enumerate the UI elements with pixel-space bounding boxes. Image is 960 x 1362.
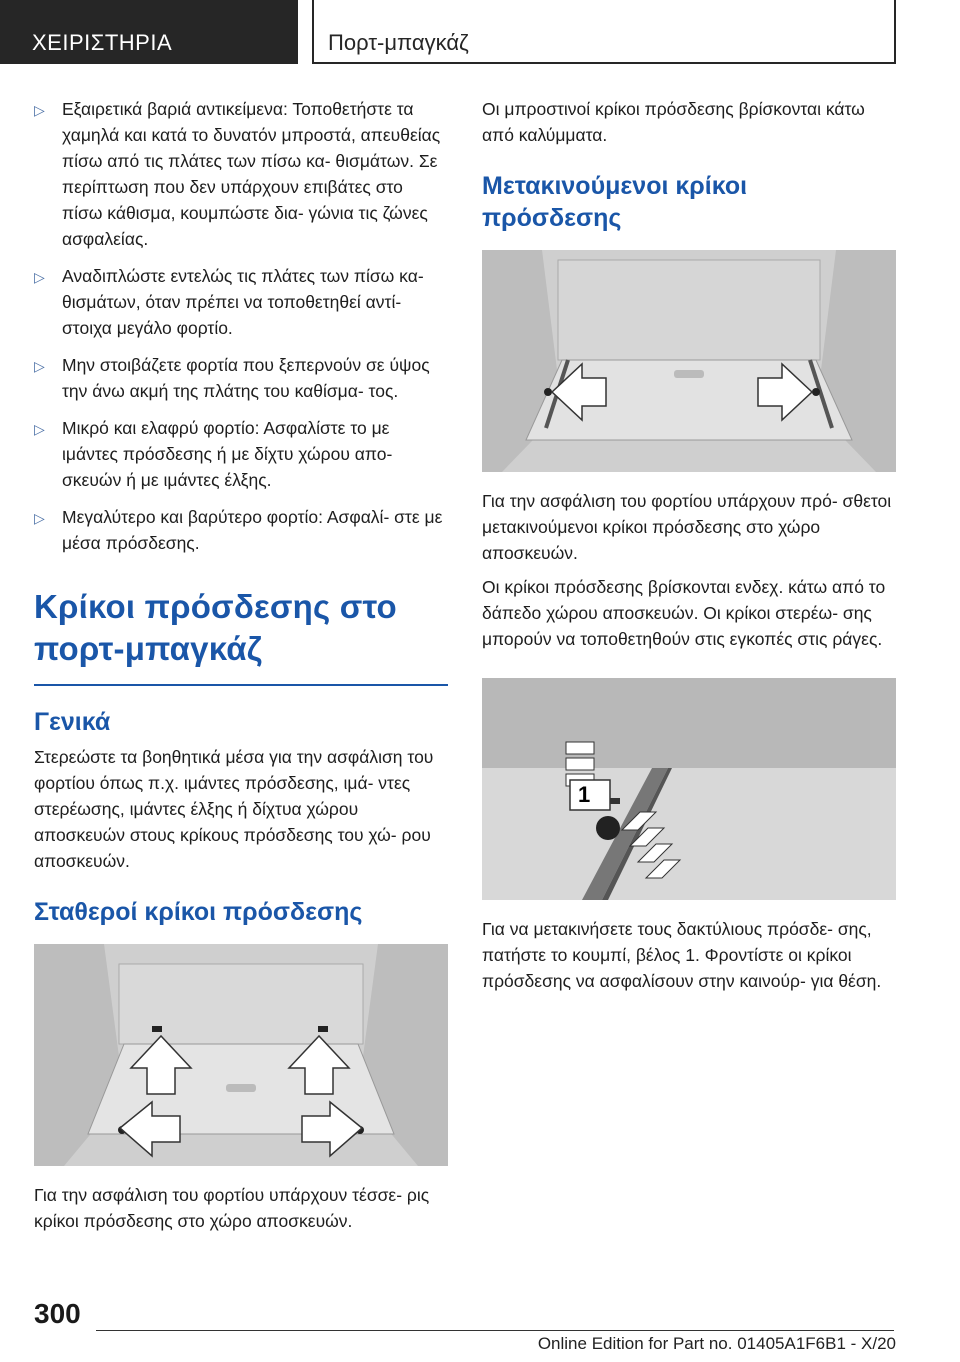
- movable-paragraph-1: Για την ασφάλιση του φορτίου υπάρχουν πρό‐ σθετοι μετακινούμενοι κρίκοι πρόσδεσης στο χώρο αποσκευών.: [482, 491, 892, 563]
- movable-paragraph-2: Οι κρίκοι πρόσδεσης βρίσκονται ενδεχ. κάτω από το δάπεδο χώρου αποσκευών. Οι κρίκοι στερέω‐ σης μπορούν να τοποθετηθούν στις εγκοπές στις ράγες.: [482, 577, 886, 649]
- list-item: ▷ Μην στοιβάζετε φορτία που ξεπερνούν σε ύψος την άνω ακμή της πλάτης του καθίσμα‐ τος.: [34, 355, 430, 401]
- movable-heading-line1: Μετακινούμενοι κρίκοι: [482, 172, 748, 200]
- fixed-rings-image: [34, 944, 448, 1166]
- bullet-list: [34, 96, 448, 556]
- section-heading-line1: Κρίκοι πρόσδεσης στο: [34, 588, 397, 625]
- section-tab: ΧΕΙΡΙΣΤΗΡΙΑ: [0, 0, 298, 64]
- footer-edition: Online Edition for Part no. 01405A1F6B1 - X/20: [537, 1334, 896, 1353]
- topic-title: Πορτ-μπαγκάζ: [312, 0, 896, 64]
- section-rule: [34, 684, 448, 686]
- triangle-bullet-icon: ▷: [34, 421, 45, 437]
- movable-rings-heading: [482, 170, 896, 234]
- general-heading: Γενικά: [34, 708, 111, 736]
- movable-heading-line2: πρόσδεσης: [482, 204, 622, 232]
- rail-ring-image: [482, 678, 896, 900]
- triangle-bullet-icon: ▷: [34, 269, 45, 285]
- footer-rule: [96, 1330, 894, 1331]
- section-heading-line2: πορτ-μπαγκάζ: [34, 630, 263, 667]
- callout-number: 1: [578, 782, 591, 807]
- intro-paragraph: Οι μπροστινοί κρίκοι πρόσδεσης βρίσκονται κάτω από καλύμματα.: [482, 99, 865, 145]
- triangle-bullet-icon: ▷: [34, 358, 45, 374]
- fixed-rings-heading: Σταθεροί κρίκοι πρόσδεσης: [34, 898, 363, 926]
- triangle-bullet-icon: ▷: [34, 102, 45, 118]
- list-item: ▷ Μεγαλύτερο και βαρύτερο φορτίο: Ασφαλί‐ στε με μέσα πρόσδεσης.: [34, 507, 443, 553]
- list-item: ▷ Αναδιπλώστε εντελώς τις πλάτες των πίσω κα‐ θισμάτων, όταν πρέπει να τοποθετηθεί αντί‐ στοιχα μεγάλο φορτίο.: [34, 266, 424, 338]
- movable-paragraph-3: Για να μετακινήσετε τους δακτύλιους πρόσδε‐ σης, πατήστε το κουμπί, βέλος 1. Φροντίστε οι κρίκοι πρόσδεσης να ασφαλίσουν στην καινούρ‐ για θέση.: [482, 919, 882, 991]
- right-column: [482, 96, 896, 994]
- page-number: 300: [34, 1298, 81, 1329]
- list-item: ▷ Εξαιρετικά βαριά αντικείμενα: Τοποθετήστε τα χαμηλά και κατά το δυνατόν μπροστά, απευθείας πίσω από τις πλάτες των πίσω κα‐ θισμάτων. Σε περίπτωση που δεν υπάρχουν επιβάτες στο πίσω κάθισμα, κουμπώστε δια‐ γώνια τις ζώνες ασφαλείας.: [34, 99, 441, 249]
- section-heading: [34, 586, 448, 670]
- movable-rings-image: [482, 250, 896, 472]
- fixed-rings-caption: Για την ασφάλιση του φορτίου υπάρχουν τέσσε‐ ρις κρίκοι πρόσδεσης στο χώρο αποσκευών.: [34, 1185, 430, 1231]
- triangle-bullet-icon: ▷: [34, 510, 45, 526]
- general-paragraph: Στερεώστε τα βοηθητικά μέσα για την ασφάλιση του φορτίου όπως π.χ. ιμάντες πρόσδεσης, ιμά‐ ντες στερέωσης, ιμάντες έλξης ή δίχτυα χώρου αποσκευών στους κρίκους πρόσδεσης του χώ‐ ρου αποσκευών.: [34, 747, 434, 871]
- list-item: ▷ Μικρό και ελαφρύ φορτίο: Ασφαλίστε το με ιμάντες πρόσδεσης ή με δίχτυ χώρου απο‐ σκευών ή με ιμάντες έλξης.: [34, 418, 393, 490]
- left-column: [34, 96, 448, 1234]
